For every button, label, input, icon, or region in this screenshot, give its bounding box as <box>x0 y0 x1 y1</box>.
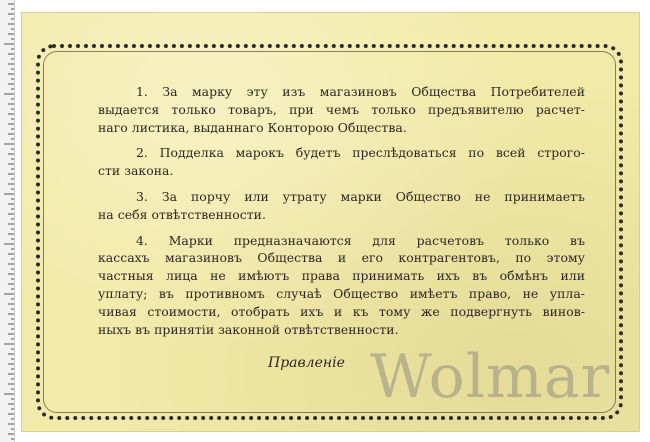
text-line: выдается только товаръ, при чемъ только предъявителю расчет- <box>98 101 585 117</box>
paragraph-4 <box>60 232 585 339</box>
document-body <box>60 83 585 346</box>
text-line: 3. За порчу или утрату марки Общество не принимаетъ <box>136 188 585 204</box>
text-line: наго листика, выданнаго Конторою Общества. <box>98 119 407 135</box>
text-line: сти закона. <box>98 163 174 179</box>
ruler-ticks <box>0 0 14 442</box>
text-line: 2. Подделка марокъ будетъ преслѣдоваться по всей строго- <box>136 145 585 161</box>
text-line: уплату; въ противномъ случаѣ Общество имѣетъ право, не упла- <box>98 285 585 301</box>
text-line: ныхъ въ принятiи законной отвѣтственности. <box>98 321 399 337</box>
watermark: Wolmar <box>370 342 611 412</box>
paragraph-1 <box>60 83 585 136</box>
measuring-ruler <box>0 0 15 442</box>
text-line: кассахъ магазиновъ Общества и его контрагентовъ, по этому <box>98 250 585 266</box>
paragraph-2 <box>60 144 585 180</box>
text-line: на себя отвѣтственности. <box>98 206 266 222</box>
text-line: 1. За марку эту изъ магазиновъ Общества Потребителей <box>136 84 585 99</box>
text-line: 4. Марки предназначаются для расчетовъ только въ <box>136 232 585 248</box>
paragraph-3 <box>60 188 585 224</box>
signature-board: Правленiе <box>268 355 345 371</box>
text-line: чивая стоимости, отобрать ихъ и къ тому же подвергнуть винов- <box>98 303 585 319</box>
text-line: частныя лица не имѣютъ права принимать ихъ въ обмѣнъ или <box>98 268 585 284</box>
